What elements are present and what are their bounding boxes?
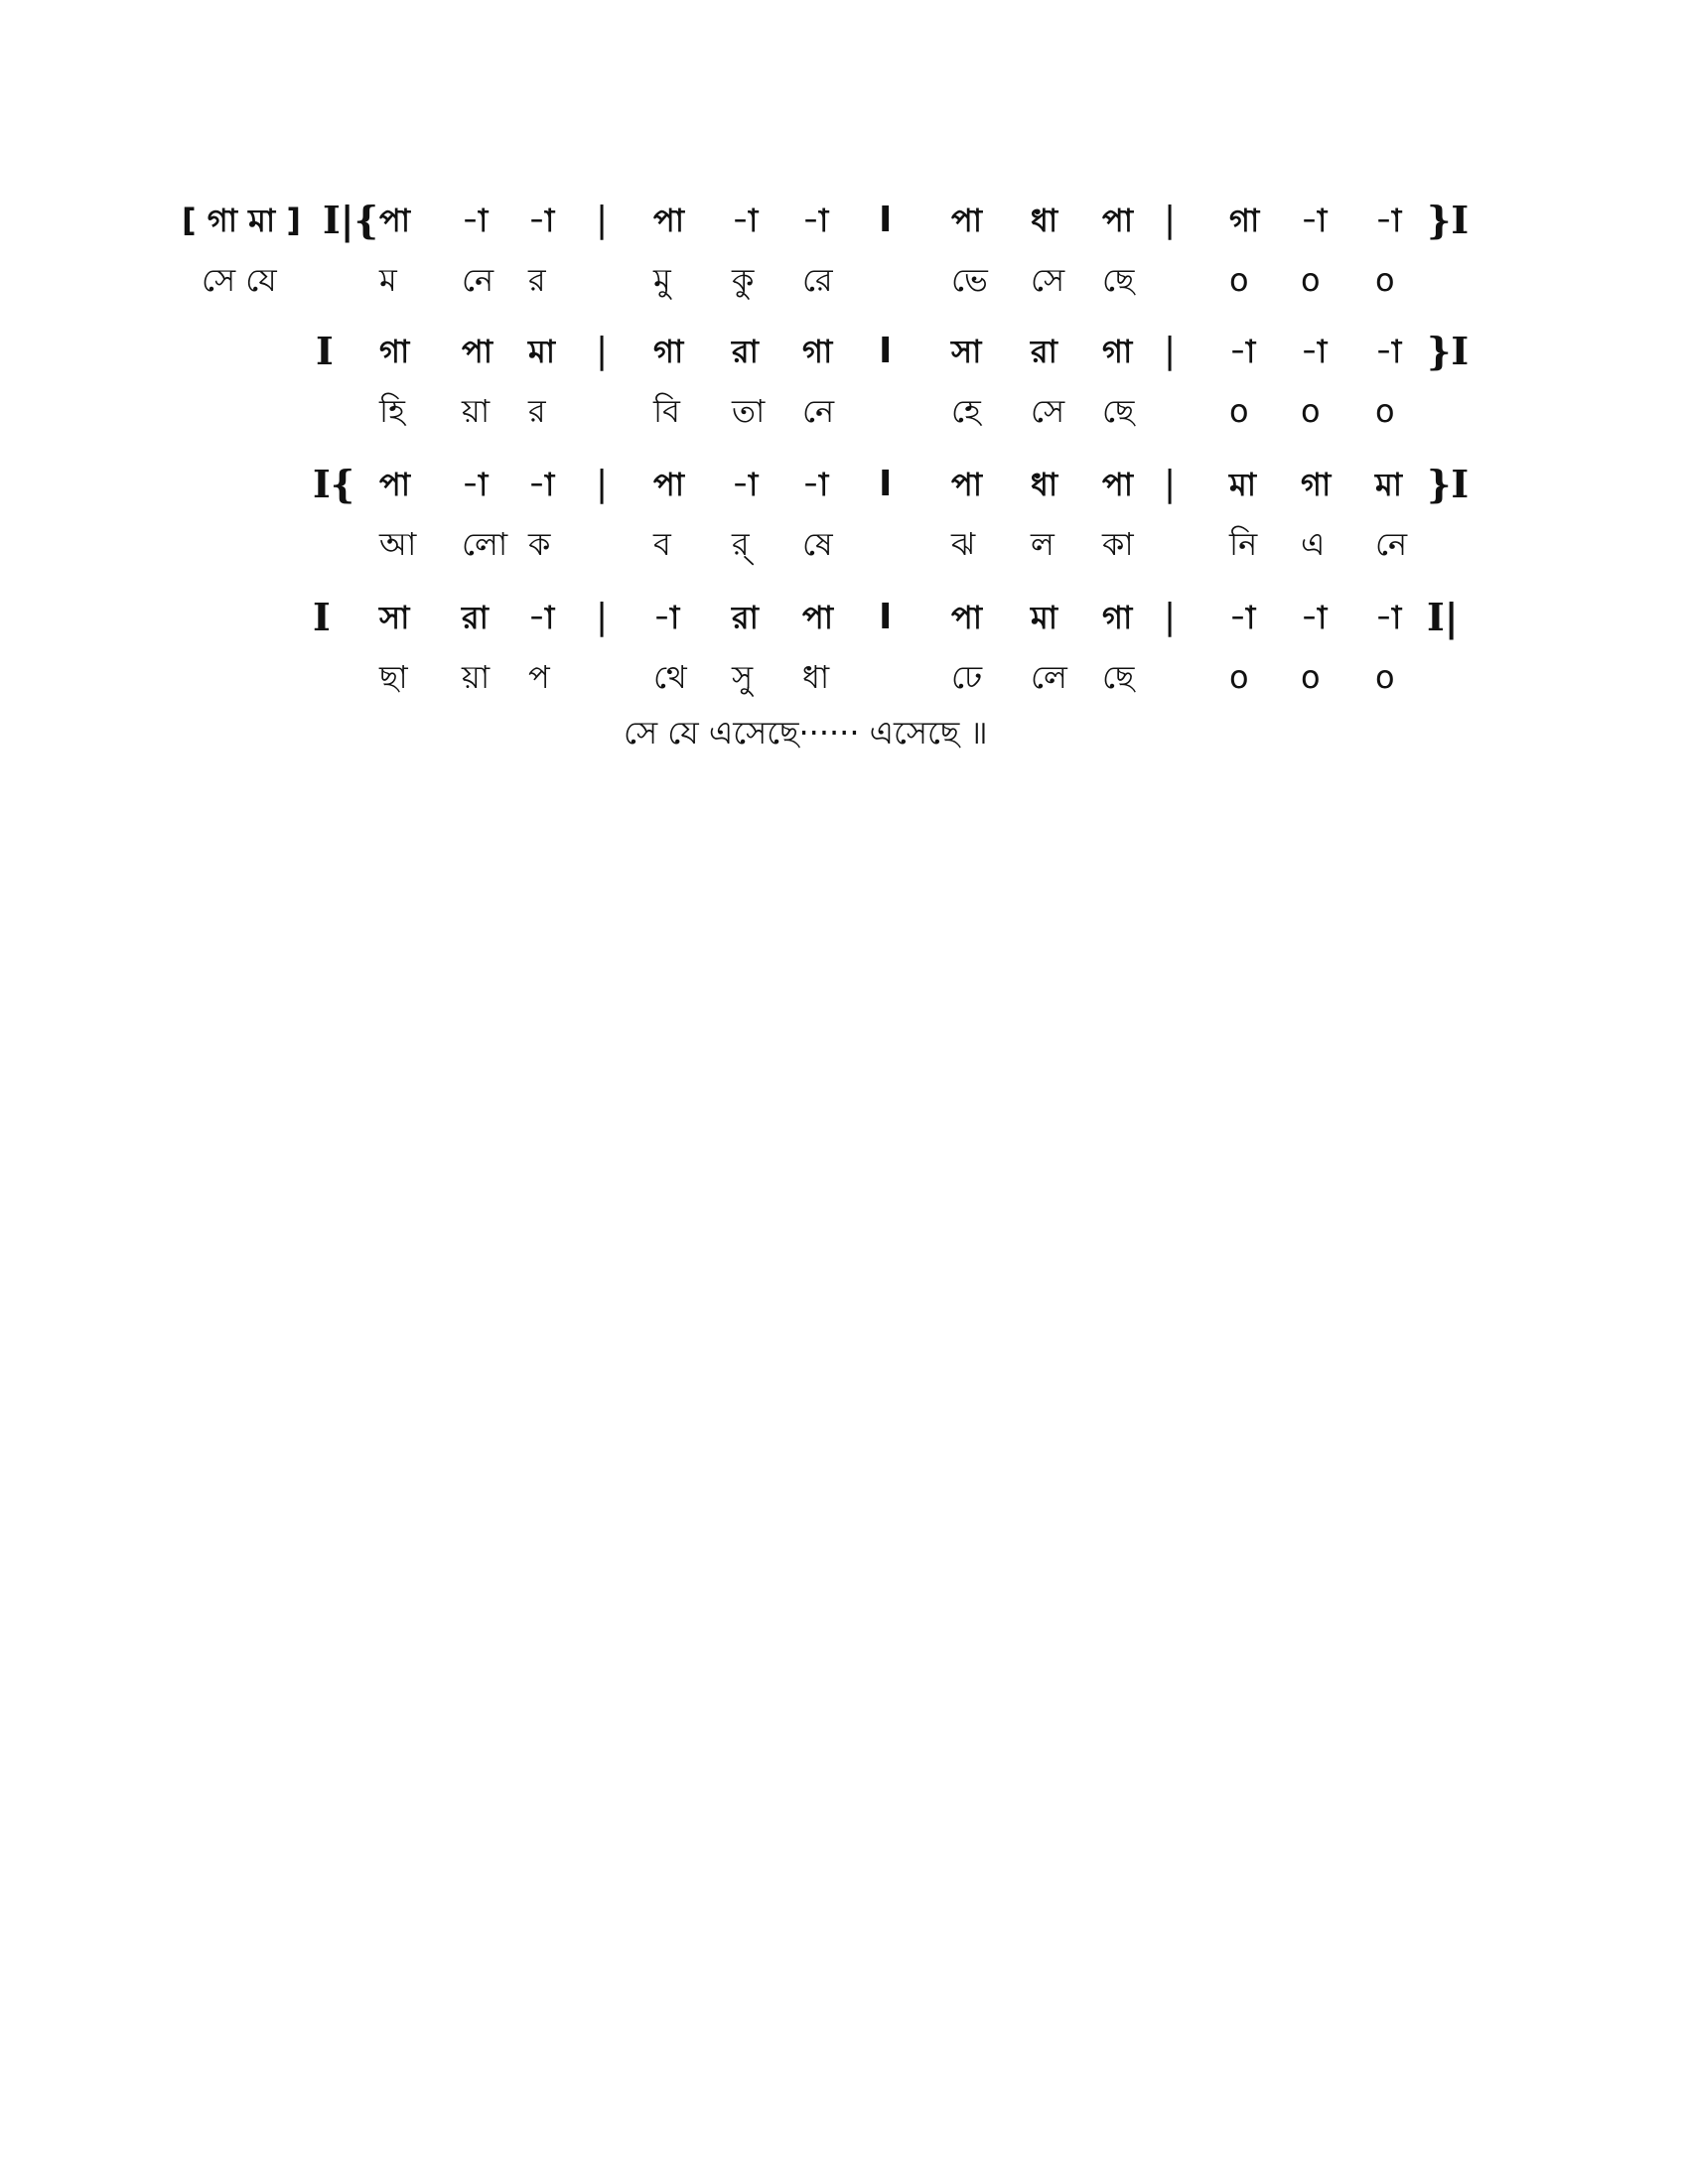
lyric-syllable: ধা bbox=[802, 658, 830, 696]
swara-note: পা bbox=[951, 202, 983, 239]
lyric-syllable: o bbox=[1229, 261, 1249, 299]
bar-line: | bbox=[596, 200, 609, 240]
lyric-syllable: কু bbox=[732, 261, 755, 299]
lyric-syllable: ঢে bbox=[951, 658, 983, 696]
bar-line: | bbox=[596, 597, 609, 637]
start-mark: I bbox=[316, 329, 334, 373]
start-mark: I bbox=[313, 595, 331, 639]
lyric-syllable: য়া bbox=[462, 392, 491, 430]
end-mark: }I bbox=[1427, 198, 1470, 242]
swara-note: রা bbox=[732, 599, 759, 636]
end-mark: I| bbox=[1427, 595, 1459, 639]
lyric-syllable: ভে bbox=[951, 261, 988, 299]
bar-line: | bbox=[1164, 331, 1177, 371]
swara-note: -া bbox=[1301, 333, 1328, 370]
swara-note: -া bbox=[802, 466, 829, 503]
lyric-syllable: হে bbox=[951, 392, 981, 430]
swara-note: পা bbox=[951, 599, 983, 636]
start-mark: I{ bbox=[313, 462, 355, 506]
swara-note: গা bbox=[653, 333, 684, 370]
lyric-syllable: ছে bbox=[1102, 261, 1135, 299]
lyric-syllable: o bbox=[1375, 261, 1395, 299]
swara-note: পা bbox=[379, 202, 411, 239]
bar-line: I bbox=[879, 331, 893, 371]
swara-note: মা bbox=[528, 333, 556, 370]
bar-line: I bbox=[879, 200, 893, 240]
lyric-syllable: ল bbox=[1031, 525, 1055, 563]
lyric-syllable: o bbox=[1229, 658, 1249, 696]
swara-note: মা bbox=[1031, 599, 1058, 636]
lyric-syllable: হি bbox=[379, 392, 405, 430]
swara-note: -া bbox=[528, 202, 555, 239]
bar-line: | bbox=[1164, 597, 1177, 637]
lyric-syllable: লে bbox=[1031, 658, 1067, 696]
lyric-syllable: নি bbox=[1229, 525, 1258, 563]
swara-note: -া bbox=[1229, 599, 1256, 636]
swara-note: পা bbox=[951, 466, 983, 503]
lyric-syllable: য়া bbox=[462, 658, 491, 696]
swara-note: -া bbox=[528, 466, 555, 503]
lyric-syllable: প bbox=[528, 658, 550, 696]
end-mark: }I bbox=[1427, 329, 1470, 373]
lyric-syllable: রে bbox=[802, 261, 833, 299]
swara-note: -া bbox=[462, 202, 489, 239]
swara-note: -া bbox=[1301, 202, 1328, 239]
swara-note: সা bbox=[379, 599, 410, 636]
lead-in-swara: [ গা মা ] bbox=[182, 202, 301, 239]
bar-line: I bbox=[879, 464, 893, 504]
swara-note: -া bbox=[732, 466, 759, 503]
lyric-syllable: o bbox=[1301, 658, 1321, 696]
lyric-syllable: সে bbox=[1031, 392, 1065, 430]
bar-line: I bbox=[879, 597, 893, 637]
lyric-syllable: র bbox=[528, 261, 546, 299]
lyric-syllable: ম bbox=[379, 261, 397, 299]
lyric-syllable: সু bbox=[732, 658, 754, 696]
lyric-syllable: নে bbox=[462, 261, 494, 299]
start-mark: I|{ bbox=[323, 198, 379, 242]
lyric-syllable: ছে bbox=[1102, 392, 1135, 430]
lyric-syllable: থে bbox=[653, 658, 687, 696]
lyric-syllable: নে bbox=[1375, 525, 1408, 563]
lyric-syllable: ক bbox=[528, 525, 551, 563]
lyric-syllable: ছে bbox=[1102, 658, 1135, 696]
swara-note: -া bbox=[1301, 599, 1328, 636]
lyric-syllable: o bbox=[1301, 392, 1321, 430]
swara-note: গা bbox=[1301, 466, 1332, 503]
lyric-syllable: বি bbox=[653, 392, 680, 430]
lyric-syllable: ষে bbox=[802, 525, 833, 563]
lyric-syllable: o bbox=[1229, 392, 1249, 430]
swara-note: পা bbox=[379, 466, 411, 503]
lead-in-lyric: সে যে bbox=[202, 261, 277, 299]
swara-note: ধা bbox=[1031, 202, 1058, 239]
swara-note: পা bbox=[653, 202, 685, 239]
swara-note: পা bbox=[653, 466, 685, 503]
swara-note: -া bbox=[732, 202, 759, 239]
swara-note: গা bbox=[379, 333, 410, 370]
swara-note: গা bbox=[1102, 333, 1133, 370]
end-mark: }I bbox=[1427, 462, 1470, 506]
bar-line: | bbox=[596, 331, 609, 371]
swara-note: পা bbox=[802, 599, 834, 636]
swara-note: পা bbox=[462, 333, 493, 370]
lyric-syllable: ঝ bbox=[951, 525, 976, 563]
lyric-syllable: ব bbox=[653, 525, 671, 563]
swara-note: সা bbox=[951, 333, 982, 370]
swara-note: গা bbox=[1102, 599, 1133, 636]
lyric-syllable: তা bbox=[732, 392, 766, 430]
swara-note: গা bbox=[1229, 202, 1260, 239]
lyric-syllable: র bbox=[528, 392, 546, 430]
swara-note: -া bbox=[1229, 333, 1256, 370]
lyric-syllable: র্ bbox=[732, 525, 750, 563]
swara-note: পা bbox=[1102, 202, 1134, 239]
swara-note: -া bbox=[528, 599, 555, 636]
lyric-syllable: o bbox=[1375, 392, 1395, 430]
swara-note: রা bbox=[732, 333, 759, 370]
swara-note: -া bbox=[1375, 333, 1402, 370]
swara-note: -া bbox=[1375, 202, 1402, 239]
lyric-syllable: o bbox=[1301, 261, 1321, 299]
swara-note: পা bbox=[1102, 466, 1134, 503]
lyric-syllable: o bbox=[1375, 658, 1395, 696]
swara-note: -া bbox=[653, 599, 680, 636]
swara-note: মা bbox=[1375, 466, 1403, 503]
lyric-syllable: আ bbox=[379, 525, 417, 563]
lyric-syllable: সে bbox=[1031, 261, 1065, 299]
bar-line: | bbox=[596, 464, 609, 504]
swara-note: গা bbox=[802, 333, 833, 370]
swara-note: মা bbox=[1229, 466, 1257, 503]
lyric-syllable: এ bbox=[1301, 525, 1326, 563]
lyric-syllable: মু bbox=[653, 261, 671, 299]
lyric-syllable: লো bbox=[462, 525, 508, 563]
lyric-syllable: ছা bbox=[379, 658, 408, 696]
bar-line: | bbox=[1164, 200, 1177, 240]
lyric-syllable: কা bbox=[1102, 525, 1134, 563]
lyric-syllable: নে bbox=[802, 392, 835, 430]
swara-note: রা bbox=[462, 599, 489, 636]
closing-line: সে যে এসেছে······ এসেছে ॥ bbox=[624, 714, 988, 751]
swara-note: -া bbox=[462, 466, 489, 503]
swara-note: -া bbox=[802, 202, 829, 239]
swara-note: ধা bbox=[1031, 466, 1058, 503]
swara-note: রা bbox=[1031, 333, 1057, 370]
bar-line: | bbox=[1164, 464, 1177, 504]
swara-note: -া bbox=[1375, 599, 1402, 636]
